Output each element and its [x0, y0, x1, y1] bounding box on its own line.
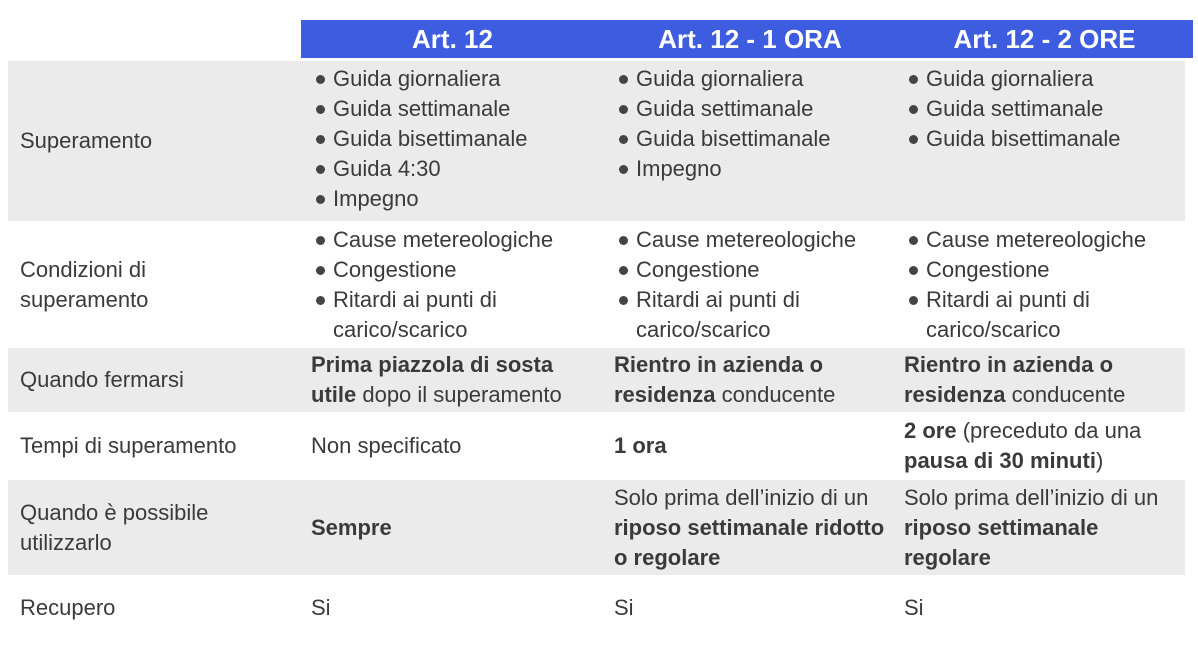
header-row: [301, 20, 1193, 58]
row-quando-possibile: [8, 480, 1185, 575]
row-superamento: [8, 61, 1185, 221]
list-item: Guida giornaliera: [614, 64, 896, 94]
list-item: Guida settimanale: [904, 94, 1185, 124]
row-quando-fermarsi: [8, 348, 1185, 412]
list-item: Impegno: [614, 154, 896, 184]
list-item: Guida bisettimanale: [904, 124, 1185, 154]
cell-1-ora: 1 ora: [614, 433, 667, 458]
list-item: Guida settimanale: [614, 94, 896, 124]
header-art12-1-ora: Art. 12 - 1 ORA: [658, 23, 842, 54]
cell-2-ore: 2 ore (preceduto da una pausa di 30 minuti): [904, 418, 1142, 473]
list-item: Congestione: [614, 255, 896, 285]
cell-1-ora: Rientro in azienda o residenza conducente: [614, 352, 836, 407]
row-label: Quando fermarsi: [20, 367, 184, 392]
header-art12-2-ore: Art. 12 - 2 ORE: [953, 23, 1136, 54]
list-item: Cause metereologiche: [904, 225, 1185, 255]
cell-art12: [301, 224, 604, 346]
list-item: Guida bisettimanale: [311, 124, 604, 154]
list-item: Cause metereologiche: [311, 225, 604, 255]
cell-1-ora: Solo prima dell’inizio di un riposo settimanale ridotto o regolare: [614, 485, 885, 570]
row-recupero: [8, 577, 1185, 639]
list-item: Impegno: [311, 184, 604, 214]
cell-2-ore: [896, 224, 1185, 346]
row-tempi: [8, 414, 1185, 478]
cell-art12: Non specificato: [311, 433, 462, 458]
header-art12: Art. 12: [412, 23, 493, 54]
list-item: Ritardi ai punti di carico/scarico: [311, 285, 604, 345]
list-item: Ritardi ai punti di carico/scarico: [904, 285, 1185, 345]
cell-art12: Prima piazzola di sosta utile dopo il superamento: [311, 352, 562, 407]
list-item: Congestione: [311, 255, 604, 285]
cell-1-ora: Si: [614, 595, 634, 620]
list-item: Guida 4:30: [311, 154, 604, 184]
cell-1-ora: [604, 224, 896, 346]
cell-2-ore: [896, 61, 1185, 221]
list-item: Guida settimanale: [311, 94, 604, 124]
list-item: Guida bisettimanale: [614, 124, 896, 154]
cell-1-ora: [604, 61, 896, 221]
list-item: Guida giornaliera: [311, 64, 604, 94]
row-label: Condizioni di superamento: [20, 257, 149, 312]
list-item: Congestione: [904, 255, 1185, 285]
cell-2-ore: Rientro in azienda o residenza conducente: [904, 352, 1126, 407]
cell-2-ore: Si: [904, 595, 924, 620]
row-label: Recupero: [20, 595, 116, 620]
cell-2-ore: Solo prima dell’inizio di un riposo settimanale regolare: [904, 485, 1159, 570]
list-item: Guida giornaliera: [904, 64, 1185, 94]
list-item: Cause metereologiche: [614, 225, 896, 255]
row-condizioni: [8, 224, 1185, 346]
cell-art12: [301, 61, 604, 221]
row-label: Superamento: [20, 128, 153, 153]
row-label: Quando è possibile utilizzarlo: [20, 499, 209, 555]
list-item: Ritardi ai punti di carico/scarico: [614, 285, 896, 345]
row-label: Tempi di superamento: [20, 433, 237, 458]
cell-art12: Si: [311, 595, 331, 620]
cell-art12: Sempre: [311, 514, 392, 540]
